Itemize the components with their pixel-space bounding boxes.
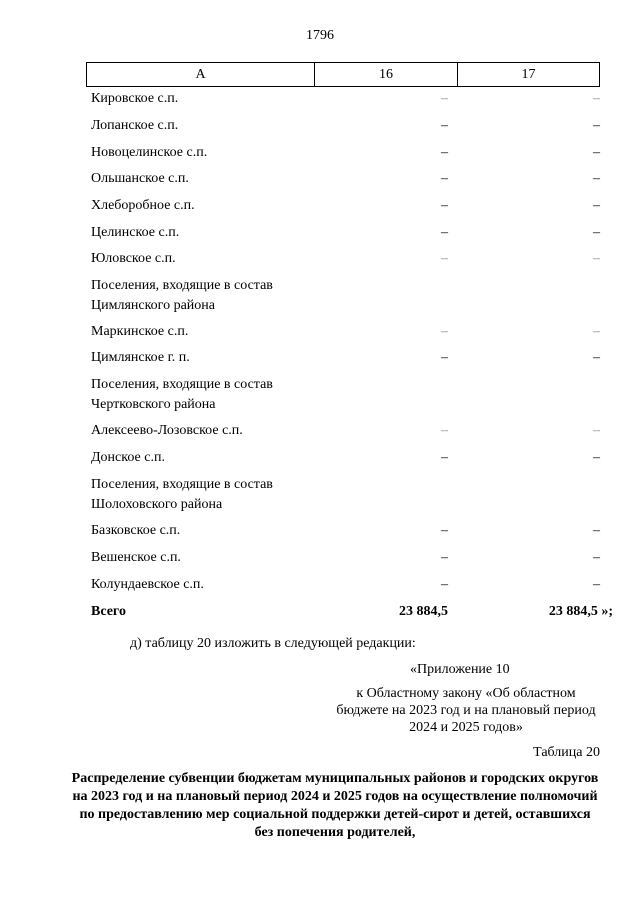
row-value-16: – <box>441 450 448 465</box>
row-label: Юловское с.п. <box>91 251 176 266</box>
row-value-16: – <box>441 171 448 186</box>
row-value-17: – <box>593 324 600 339</box>
row-value-17: – <box>593 145 600 160</box>
table-body <box>86 89 616 628</box>
row-value-17: – <box>593 198 600 213</box>
row-value-16: – <box>441 118 448 133</box>
row-label: Цимлянское г. п. <box>91 350 190 365</box>
appendix-law-reference: к Областному закону «Об областном бюджете на 2023 год и на плановый период 2024 и 2025 годов» <box>336 686 596 735</box>
table-row-group-heading <box>86 276 616 322</box>
row-value-17: – <box>593 450 600 465</box>
table-row <box>86 548 616 575</box>
row-value-17: – <box>593 225 600 240</box>
table-row <box>86 521 616 548</box>
table-row <box>86 448 616 475</box>
row-value-16: – <box>441 423 448 438</box>
table-row <box>86 421 616 448</box>
row-value-17: – <box>593 577 600 592</box>
row-value-16: – <box>441 91 448 106</box>
group-heading: Поселения, входящие в состав Чертковского района <box>91 377 273 412</box>
total-label: Всего <box>91 604 126 619</box>
row-label: Маркинское с.п. <box>91 324 189 339</box>
table-row-group-heading <box>86 375 616 421</box>
table-row <box>86 196 616 223</box>
group-heading: Поселения, входящие в состав Цимлянского района <box>91 278 273 313</box>
row-value-16: – <box>441 324 448 339</box>
row-value-16: – <box>441 550 448 565</box>
row-label: Донское с.п. <box>91 450 165 465</box>
row-value-17: – <box>593 550 600 565</box>
row-value-16: – <box>441 350 448 365</box>
group-heading: Поселения, входящие в состав Шолоховского района <box>91 477 273 512</box>
table-row <box>86 89 616 116</box>
row-label: Целинское с.п. <box>91 225 180 240</box>
total-value-17: 23 884,5 »; <box>548 604 613 619</box>
row-label: Кировское с.п. <box>91 91 179 106</box>
table-row <box>86 169 616 196</box>
row-label: Алексеево-Лозовское с.п. <box>91 423 243 438</box>
row-label: Вешенское с.п. <box>91 550 181 565</box>
table-row <box>86 322 616 348</box>
row-label: Хлеборобное с.п. <box>91 198 195 213</box>
row-value-16: – <box>441 251 448 266</box>
table-row-total <box>86 602 616 628</box>
row-label: Ольшанское с.п. <box>91 171 189 186</box>
table-row <box>86 249 616 276</box>
row-value-17: – <box>593 91 600 106</box>
appendix-title: «Приложение 10 <box>410 662 510 677</box>
row-value-17: – <box>593 423 600 438</box>
table-heading: Распределение субвенции бюджетам муниципальных районов и городских округов на 2023 год и на плановый период 2024 и 2025 годов на осуществление полномочий по предоставлению мер социальной поддержки детей-сирот и детей, оставшихся без попечения родителей, <box>71 771 599 840</box>
row-label: Колундаевское с.п. <box>91 577 204 592</box>
row-value-16: – <box>441 577 448 592</box>
table-row-group-heading <box>86 475 616 521</box>
amendment-paragraph: д) таблицу 20 изложить в следующей редакции: <box>130 636 416 651</box>
row-value-17: – <box>593 251 600 266</box>
column-header-17: 17 <box>521 66 536 82</box>
table-row <box>86 348 616 375</box>
row-value-16: – <box>441 523 448 538</box>
row-label: Базковское с.п. <box>91 523 181 538</box>
table-header <box>86 62 600 87</box>
column-header-a: А <box>87 63 315 86</box>
row-value-17: – <box>593 118 600 133</box>
row-label: Лопанское с.п. <box>91 118 179 133</box>
row-value-16: – <box>441 198 448 213</box>
row-value-16: – <box>441 225 448 240</box>
table-label: Таблица 20 <box>533 745 600 760</box>
row-value-17: – <box>593 523 600 538</box>
row-value-17: – <box>593 171 600 186</box>
row-label: Новоцелинское с.п. <box>91 145 208 160</box>
column-header-16: 16 <box>315 63 458 86</box>
total-value-16: 23 884,5 <box>399 604 448 619</box>
row-value-16: – <box>441 145 448 160</box>
table-row <box>86 116 616 143</box>
table-row <box>86 575 616 602</box>
page-number: 1796 <box>306 28 334 43</box>
table-row <box>86 223 616 249</box>
table-row <box>86 143 616 169</box>
row-value-17: – <box>593 350 600 365</box>
